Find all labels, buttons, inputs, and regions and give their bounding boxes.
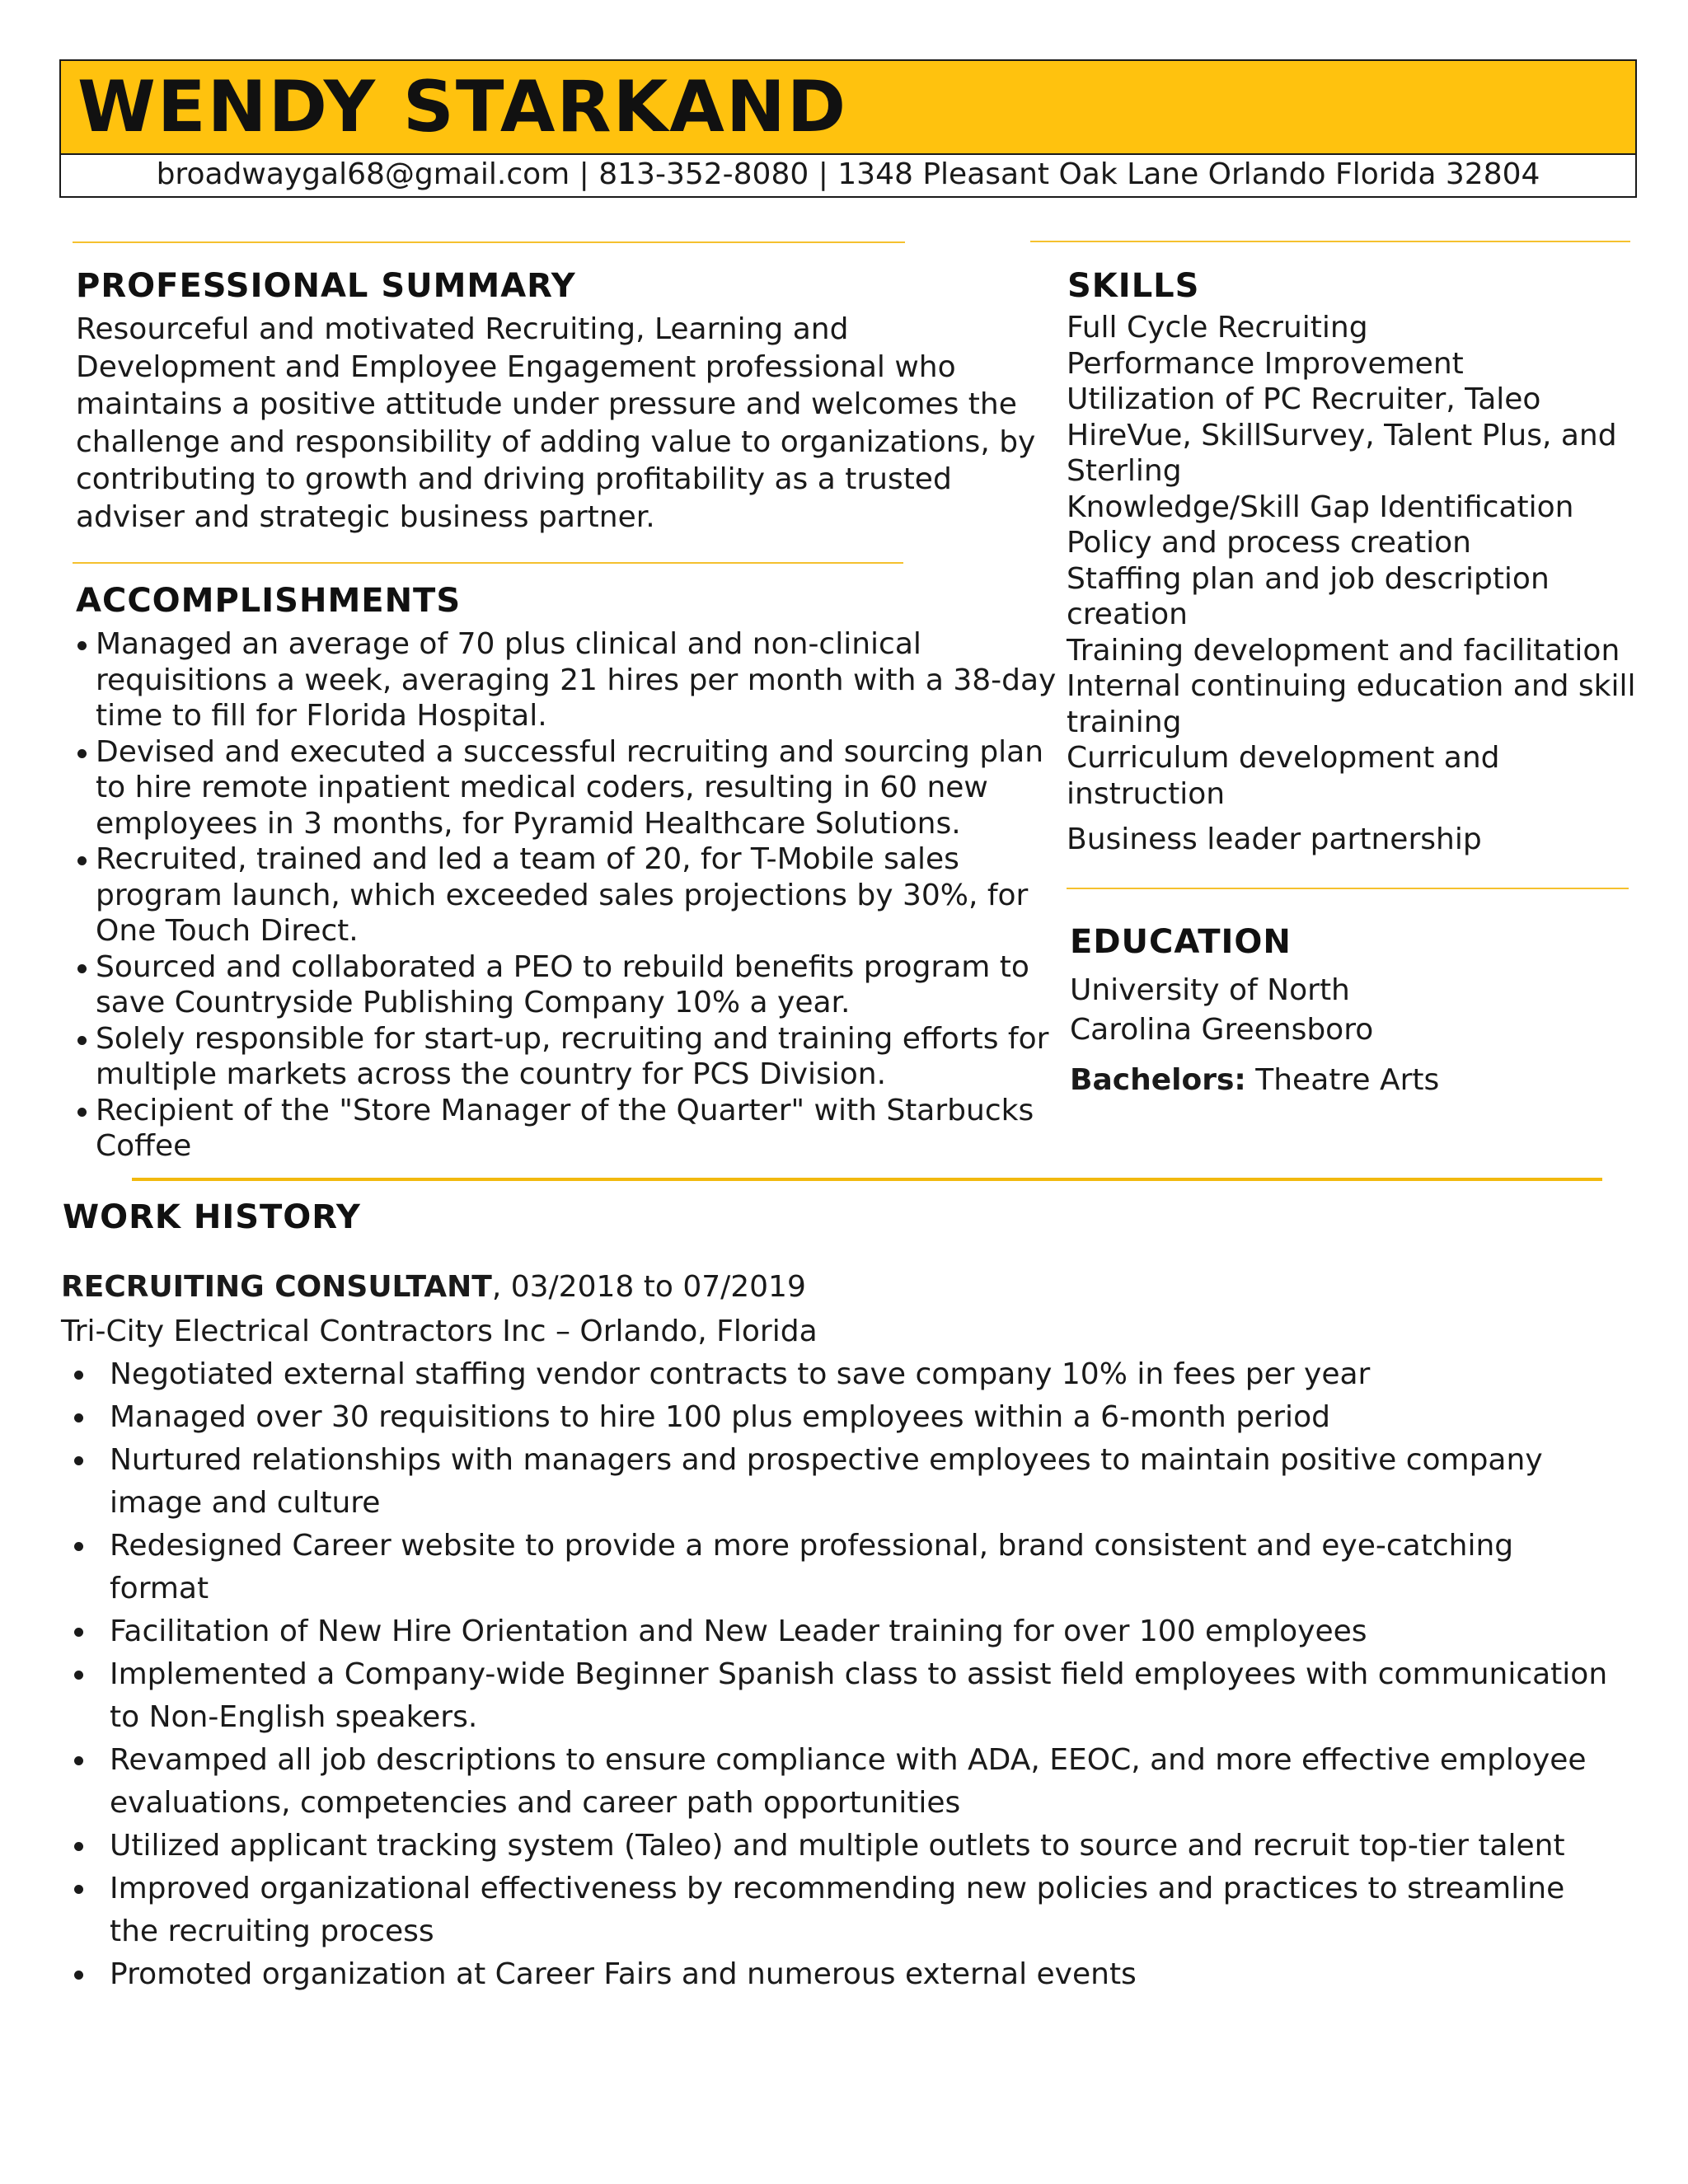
job-dates: , 03/2018 to 07/2019 bbox=[491, 1270, 806, 1304]
education-degree bbox=[1070, 1062, 1439, 1099]
section-divider bbox=[132, 1178, 1602, 1181]
skills-heading: SKILLS bbox=[1067, 267, 1200, 305]
list-item: Recipient of the "Store Manager of the Quarter" with Starbucks Coffee bbox=[76, 1093, 1061, 1165]
job-title-line bbox=[61, 1266, 806, 1309]
list-item: Managed an average of 70 plus clinical and non-clinical requisitions a week, averaging 21 hires per month with a 38-day time to fill for Florida Hospital. bbox=[76, 626, 1061, 734]
accomplishments-heading: ACCOMPLISHMENTS bbox=[76, 582, 462, 620]
list-item: Improved organizational effectiveness by recommending new policies and practices to streamline the recruiting process bbox=[59, 1868, 1609, 1953]
skill-item: Business leader partnership bbox=[1067, 823, 1482, 856]
skill-item: Utilization of PC Recruiter, Taleo HireVue, SkillSurvey, Talent Plus, and Sterling bbox=[1067, 382, 1617, 488]
contact-line: broadwaygal68@gmail.com | 813-352-8080 | 1348 Pleasant Oak Lane Orlando Florida 32804 bbox=[59, 153, 1637, 198]
work-history-heading: WORK HISTORY bbox=[63, 1198, 361, 1236]
skill-item: Training development and facilitation bbox=[1067, 633, 1620, 668]
skill-item: Knowledge/Skill Gap Identification bbox=[1067, 490, 1574, 524]
list-item: Nurtured relationships with managers and prospective employees to maintain positive company image and culture bbox=[59, 1439, 1609, 1525]
summary-text: Resourceful and motivated Recruiting, Learning and Development and Employee Engagement professional who maintains a positive attitude under pressure and welcomes the challenge and responsibility of adding value to organizations, by contributing to growth and driving profitability as a trusted adviser and strategic business partner. bbox=[76, 312, 1036, 534]
skills-list bbox=[1067, 310, 1643, 858]
list-item: Solely responsible for start-up, recruiting and training efforts for multiple markets across the country for PCS Division. bbox=[76, 1021, 1061, 1093]
skill-item: Curriculum development and instruction bbox=[1067, 741, 1500, 811]
job-title: RECRUITING CONSULTANT bbox=[61, 1270, 492, 1304]
skill-item: Internal continuing education and skill training bbox=[1067, 669, 1636, 739]
list-item: Implemented a Company-wide Beginner Spanish class to assist field employees with communication to Non-English speakers. bbox=[59, 1653, 1609, 1739]
skill-item: Policy and process creation bbox=[1067, 526, 1471, 560]
education-heading: EDUCATION bbox=[1070, 923, 1292, 961]
list-item: Negotiated external staffing vendor contracts to save company 10% in fees per year bbox=[59, 1353, 1609, 1396]
section-divider bbox=[73, 562, 903, 564]
section-divider bbox=[1030, 241, 1630, 242]
list-item: Sourced and collaborated a PEO to rebuild benefits program to save Countryside Publishing Company 10% a year. bbox=[76, 949, 1061, 1021]
skill-item: Performance Improvement bbox=[1067, 346, 1464, 381]
list-item: Promoted organization at Career Fairs and numerous external events bbox=[59, 1953, 1609, 1996]
degree-label: Bachelors: bbox=[1070, 1063, 1246, 1097]
skill-item: Staffing plan and job description creation bbox=[1067, 561, 1550, 631]
section-divider bbox=[73, 241, 905, 243]
job-company: Tri-City Electrical Contractors Inc – Orlando, Florida bbox=[61, 1315, 818, 1348]
list-item: Redesigned Career website to provide a more professional, brand consistent and eye-catching format bbox=[59, 1525, 1609, 1610]
name-banner bbox=[59, 59, 1637, 155]
summary-heading: PROFESSIONAL SUMMARY bbox=[76, 267, 576, 305]
work-duties-list bbox=[59, 1353, 1609, 1996]
candidate-name: WENDY STARKAND bbox=[77, 66, 848, 148]
list-item: Recruited, trained and led a team of 20, for T-Mobile sales program launch, which exceeded sales projections by 30%, for One Touch Direct. bbox=[76, 841, 1061, 949]
list-item: Managed over 30 requisitions to hire 100 plus employees within a 6-month period bbox=[59, 1396, 1609, 1439]
accomplishments-list bbox=[76, 626, 1061, 1165]
education-school: University of North Carolina Greensboro bbox=[1070, 973, 1374, 1047]
list-item: Devised and executed a successful recruiting and sourcing plan to hire remote inpatient medical coders, resulting in 60 new employees in 3 months, for Pyramid Healthcare Solutions. bbox=[76, 734, 1061, 842]
skill-item: Full Cycle Recruiting bbox=[1067, 311, 1368, 344]
list-item: Facilitation of New Hire Orientation and New Leader training for over 100 employees bbox=[59, 1610, 1609, 1653]
degree-field: Theatre Arts bbox=[1255, 1063, 1440, 1097]
list-item: Utilized applicant tracking system (Taleo) and multiple outlets to source and recruit top-tier talent bbox=[59, 1825, 1609, 1868]
list-item: Revamped all job descriptions to ensure compliance with ADA, EEOC, and more effective employee evaluations, competencies and career path opportunities bbox=[59, 1739, 1609, 1825]
section-divider bbox=[1067, 888, 1629, 889]
